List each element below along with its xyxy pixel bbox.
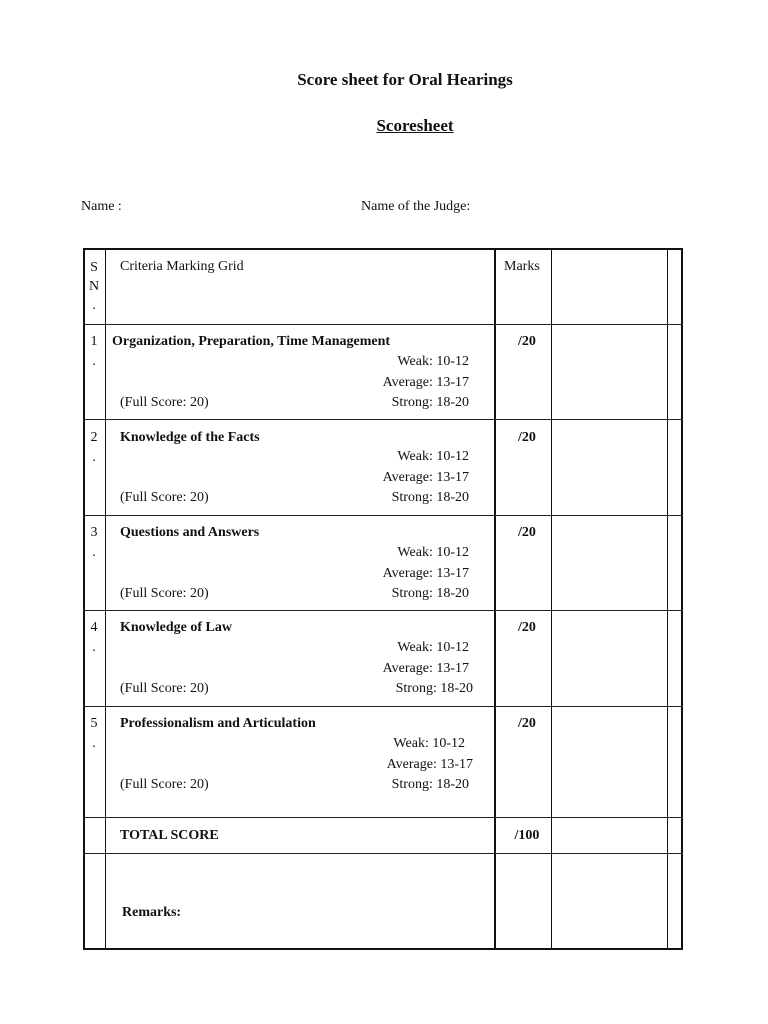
header-sn: S N . (88, 260, 100, 313)
row-marks: /20 (518, 716, 536, 731)
row-number: 1 . (90, 334, 98, 369)
table-border-bottom (83, 948, 683, 950)
row-divider (83, 419, 683, 420)
name-label: Name : (81, 199, 122, 214)
column-divider-extra (667, 248, 668, 950)
average-range: Average: 13-17 (382, 566, 469, 581)
weak-range: Weak: 10-12 (397, 354, 469, 369)
column-divider-sn (105, 248, 106, 950)
average-range: Average: 13-17 (386, 757, 473, 772)
criterion-title: Professionalism and Articulation (120, 716, 316, 731)
weak-range: Weak: 10-12 (397, 640, 469, 655)
strong-range: Strong: 18-20 (395, 681, 473, 696)
average-range: Average: 13-17 (382, 470, 469, 485)
row-divider (83, 515, 683, 516)
strong-range: Strong: 18-20 (391, 586, 469, 601)
row-number: 4 . (90, 620, 98, 655)
full-score-note: (Full Score: 20) (120, 777, 209, 792)
row-marks: /20 (518, 525, 536, 540)
full-score-note: (Full Score: 20) (120, 681, 209, 696)
remarks-label: Remarks: (122, 905, 182, 920)
table-border-top (83, 248, 683, 250)
criterion-title: Knowledge of the Facts (120, 430, 260, 445)
table-border-right (681, 248, 683, 950)
row-divider (83, 817, 683, 818)
row-number: 2 . (90, 430, 98, 465)
criterion-title: Organization, Preparation, Time Management (112, 334, 391, 349)
weak-range: Weak: 10-12 (397, 449, 469, 464)
row-divider (83, 853, 683, 854)
total-marks: /100 (514, 828, 540, 843)
header-criteria: Criteria Marking Grid (120, 259, 244, 274)
row-divider (83, 324, 683, 325)
row-marks: /20 (518, 430, 536, 445)
criterion-title: Knowledge of Law (120, 620, 232, 635)
criterion-title: Questions and Answers (120, 525, 260, 540)
average-range: Average: 13-17 (382, 661, 469, 676)
strong-range: Strong: 18-20 (391, 777, 469, 792)
page-title: Score sheet for Oral Hearings (297, 70, 513, 89)
column-divider-criteria (494, 248, 496, 950)
full-score-note: (Full Score: 20) (120, 586, 209, 601)
row-number: 5 . (90, 716, 98, 751)
weak-range: Weak: 10-12 (393, 736, 465, 751)
page-subtitle: Scoresheet (376, 116, 454, 135)
judge-name-label: Name of the Judge: (361, 199, 471, 214)
row-marks: /20 (518, 334, 536, 349)
row-divider (83, 706, 683, 707)
row-number: 3 . (90, 525, 98, 560)
weak-range: Weak: 10-12 (397, 545, 469, 560)
full-score-note: (Full Score: 20) (120, 395, 209, 410)
strong-range: Strong: 18-20 (391, 395, 469, 410)
row-divider (83, 610, 683, 611)
full-score-note: (Full Score: 20) (120, 490, 209, 505)
average-range: Average: 13-17 (382, 375, 469, 390)
score-table (83, 248, 683, 950)
strong-range: Strong: 18-20 (391, 490, 469, 505)
row-marks: /20 (518, 620, 536, 635)
total-score-label: TOTAL SCORE (120, 828, 219, 843)
header-marks: Marks (504, 259, 540, 274)
